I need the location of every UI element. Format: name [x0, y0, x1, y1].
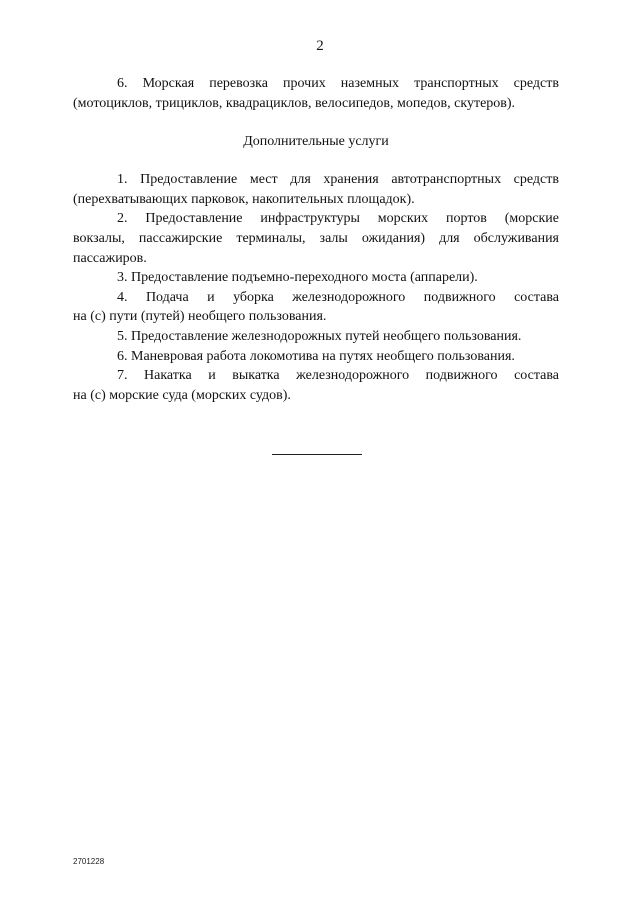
- document-code: 2701228: [73, 857, 105, 866]
- service-item-3: 3. Предоставление подъемно-переходного моста (аппарели).: [117, 270, 478, 286]
- intro-item-6: [73, 74, 559, 113]
- end-divider-line: [272, 454, 362, 455]
- service-item-7-rest: на (с) морские суда (морских судов).: [73, 387, 291, 403]
- service-item-2-first-line: 2. Предоставление инфраструктуры морских портов (морские: [117, 211, 559, 227]
- service-item-4: [73, 288, 559, 327]
- intro-item-6-first-line: 6. Морская перевозка прочих наземных транспортных средств: [117, 76, 559, 91]
- service-item-2-rest: вокзалы, пассажирские терминалы, залы ожидания) для обслуживания пассажиров.: [73, 230, 559, 266]
- service-item-4-first-line: 4. Подача и уборка железнодорожного подвижного состава: [117, 289, 559, 305]
- service-item-4-rest: на (с) пути (путей) необщего пользования.: [73, 309, 327, 325]
- service-item-1-rest: (перехватывающих парковок, накопительных площадок).: [73, 191, 415, 207]
- service-item-6: 6. Маневровая работа локомотива на путях необщего пользования.: [117, 348, 515, 364]
- service-item-5: 5. Предоставление железнодорожных путей необщего пользования.: [117, 328, 522, 344]
- service-item-7-first-line: 7. Накатка и выкатка железнодорожного подвижного состава: [117, 368, 559, 384]
- page-number: 2: [316, 38, 324, 54]
- service-item-2: [73, 209, 559, 268]
- intro-item-6-rest: (мотоциклов, трициклов, квадрациклов, велосипедов, мопедов, скутеров).: [73, 95, 516, 111]
- service-item-1: [73, 170, 559, 209]
- service-item-1-first-line: 1. Предоставление мест для хранения автотранспортных средств: [117, 172, 559, 188]
- service-item-7: [73, 366, 559, 405]
- section-title: Дополнительные услуги: [243, 134, 389, 150]
- document-body: [73, 74, 559, 405]
